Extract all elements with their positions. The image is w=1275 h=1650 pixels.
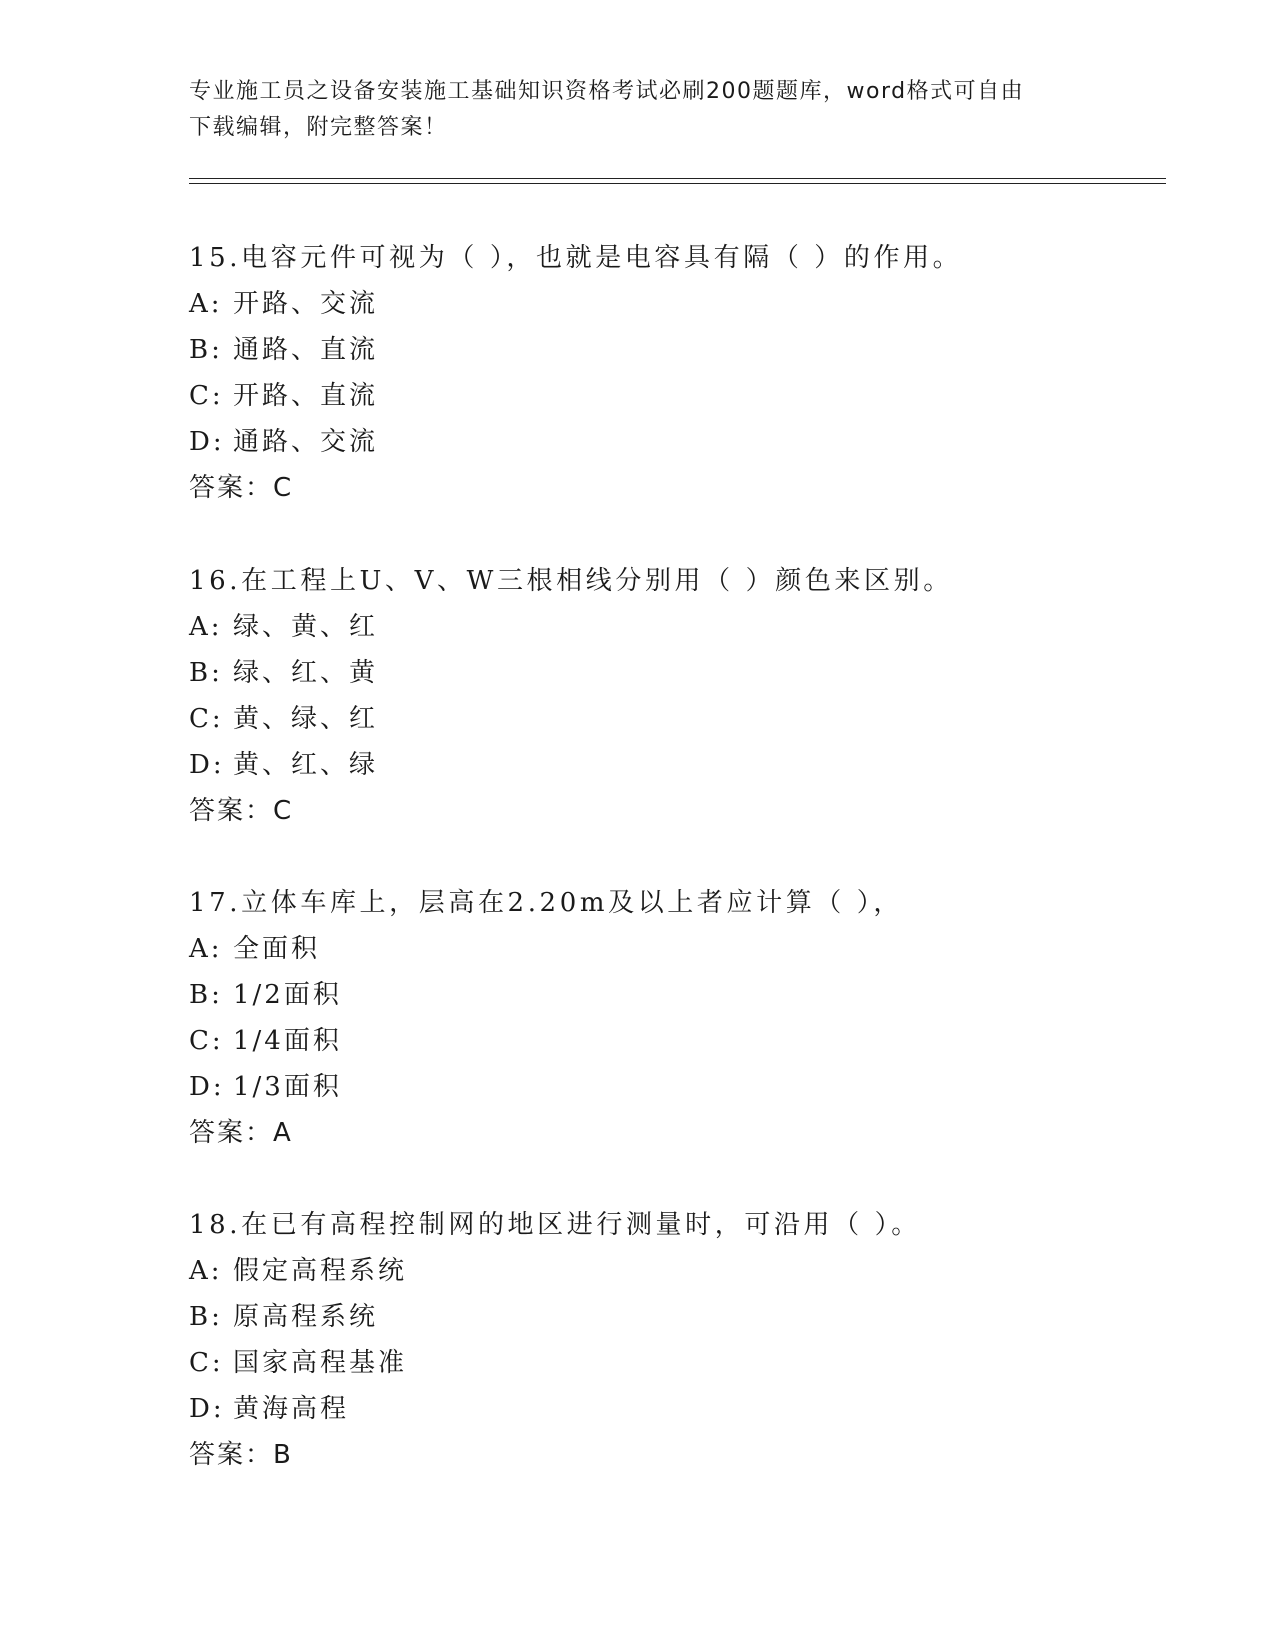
header-divider-bottom [189,183,1166,184]
option-d [189,1064,1169,1110]
option-d [189,419,1169,465]
question-stem: 16.在工程上U、V、W三根相线分别用（ ）颜色来区别。 [189,566,953,596]
question-16 [189,558,1169,834]
option-letter: B: [189,335,223,365]
option-a [189,926,1169,972]
option-letter: D: [189,1394,225,1424]
option-a [189,1248,1169,1294]
option-letter: D: [189,1072,225,1102]
option-text: 1/2面积 [233,980,342,1010]
option-text: 黄、红、绿 [233,750,379,780]
option-letter: A: [189,934,223,964]
option-letter: A: [189,1256,223,1286]
question-17 [189,880,1169,1156]
question-stem: 17.立体车库上，层高在2.20m及以上者应计算（ ）， [189,888,903,918]
question-15 [189,235,1169,511]
option-text: 黄、绿、红 [233,704,379,734]
option-text: 通路、直流 [233,335,379,365]
option-d [189,742,1169,788]
answer-line: 答案：C [189,796,294,826]
answer-line: 答案：A [189,1118,293,1148]
option-b [189,650,1169,696]
option-text: 1/4面积 [233,1026,342,1056]
option-c [189,373,1169,419]
answer-line: 答案：C [189,473,294,503]
question-stem: 18.在已有高程控制网的地区进行测量时，可沿用（ ）。 [189,1210,921,1240]
option-letter: D: [189,750,225,780]
option-text: 1/3面积 [233,1072,342,1102]
option-text: 开路、交流 [233,289,379,319]
option-c [189,696,1169,742]
option-letter: C: [189,381,224,411]
option-text: 绿、黄、红 [233,612,379,642]
option-text: 国家高程基准 [233,1348,408,1378]
option-letter: B: [189,658,223,688]
header-line-1: 专业施工员之设备安装施工基础知识资格考试必刷200题题库，word格式可自由 [189,79,1025,104]
option-letter: A: [189,289,223,319]
option-text: 开路、直流 [233,381,379,411]
option-text: 通路、交流 [233,427,379,457]
option-c [189,1018,1169,1064]
option-letter: C: [189,1026,224,1056]
option-a [189,281,1169,327]
option-letter: A: [189,612,223,642]
option-d [189,1386,1169,1432]
option-text: 全面积 [233,934,321,964]
answer-line: 答案：B [189,1440,293,1470]
option-text: 黄海高程 [233,1394,350,1424]
option-letter: B: [189,980,223,1010]
option-b [189,327,1169,373]
option-text: 原高程系统 [233,1302,379,1332]
question-18 [189,1202,1169,1478]
option-letter: D: [189,427,225,457]
option-b [189,1294,1169,1340]
option-text: 绿、红、黄 [233,658,379,688]
question-stem: 15.电容元件可视为（ ），也就是电容具有隔（ ）的作用。 [189,243,963,273]
document-header [189,74,1069,146]
option-c [189,1340,1169,1386]
option-letter: C: [189,1348,224,1378]
header-line-2: 下载编辑，附完整答案！ [189,115,448,140]
option-a [189,604,1169,650]
option-letter: C: [189,704,224,734]
header-divider-top [189,178,1166,179]
option-letter: B: [189,1302,223,1332]
option-text: 假定高程系统 [233,1256,408,1286]
option-b [189,972,1169,1018]
